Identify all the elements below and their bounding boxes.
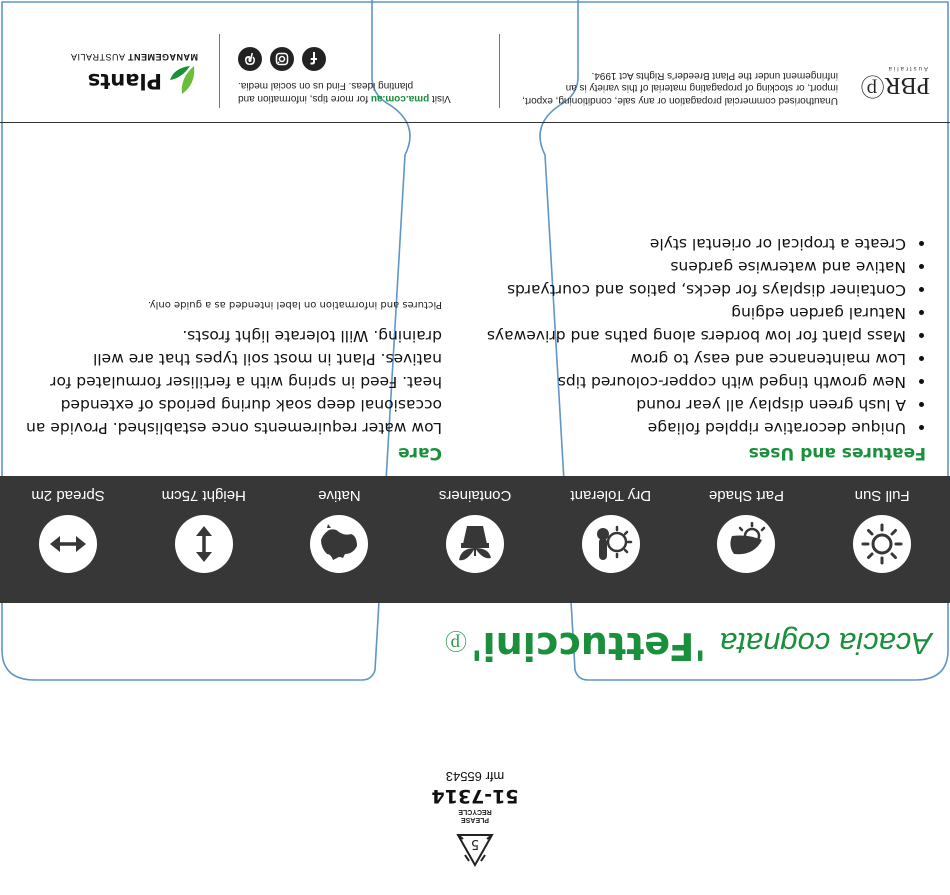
attribute-full-sun bbox=[814, 476, 950, 603]
brand-sub-bold: MANAGEMENT bbox=[127, 52, 198, 62]
part-shade-icon bbox=[724, 522, 768, 566]
containers-icon bbox=[453, 522, 497, 566]
horizontal-arrow-icon bbox=[46, 522, 90, 566]
social-block bbox=[238, 47, 478, 104]
list-item: • Natural garden edging bbox=[486, 301, 908, 324]
list-item: • Mass plant for low borders along paths and driveways bbox=[486, 324, 908, 347]
social-pre: Visit bbox=[431, 93, 451, 104]
brand-sub bbox=[18, 52, 198, 62]
attribute-label: Part Shade bbox=[708, 487, 784, 504]
list-item: • Native and waterwise gardens bbox=[486, 255, 908, 278]
pbr-notice bbox=[520, 65, 930, 106]
plant-title bbox=[445, 598, 932, 668]
attribute-label: Height 75cm bbox=[161, 487, 246, 504]
scientific-name: Acacia cognata bbox=[720, 626, 932, 661]
list-item: • A lush green display all year round bbox=[486, 393, 908, 416]
features-section bbox=[486, 232, 926, 463]
brand-logo bbox=[18, 52, 198, 98]
disclaimer: Pictures and information on label intended as a guide only. bbox=[147, 299, 442, 310]
features-heading: Features and Uses bbox=[748, 443, 926, 463]
footer-divider bbox=[0, 122, 950, 123]
list-item: • Low maintenance and easy to grow bbox=[486, 347, 908, 370]
attribute-part-shade bbox=[679, 476, 815, 603]
australia-map-icon bbox=[317, 522, 361, 566]
list-item: • Unique decorative rippled foliage bbox=[486, 416, 908, 439]
facebook-icon[interactable] bbox=[302, 47, 326, 71]
product-code: 51-7314 bbox=[431, 785, 519, 807]
footer bbox=[0, 0, 950, 122]
recycle-icon bbox=[454, 827, 496, 869]
attribute-label: Native bbox=[318, 487, 361, 504]
cultivar-name: 'Fettuccini' bbox=[471, 624, 707, 668]
dry-tolerant-icon bbox=[589, 522, 633, 566]
website-link[interactable]: pma.com.au bbox=[370, 93, 430, 104]
footer-divider-vertical bbox=[499, 34, 500, 108]
list-item: • Container displays for decks, patios and courtyards bbox=[486, 278, 908, 301]
list-item: • New growth tinged with copper-coloured tips bbox=[486, 370, 908, 393]
recycle-number: 5 bbox=[470, 836, 480, 851]
sun-icon bbox=[860, 522, 904, 566]
care-heading: Care bbox=[398, 443, 442, 463]
social-icons bbox=[238, 47, 478, 71]
brand-name: Plants bbox=[87, 69, 162, 93]
attribute-containers bbox=[407, 476, 543, 603]
recycle-line2: RECYCLE bbox=[458, 808, 492, 815]
legal-text: Unauthorised commercial propagation or any sale, conditioning, export, import, or stocking of propagating material of this variety is an infringement under the Plant Breeder's Rights Act 1994. bbox=[522, 70, 838, 106]
pbr-logo-text: PBRⓟ bbox=[860, 72, 930, 98]
recycle-line1: PLEASE bbox=[461, 816, 490, 823]
brand-sub-rest: AUSTRALIA bbox=[70, 52, 125, 62]
features-list bbox=[486, 232, 926, 439]
care-text: Low water requirements once established. Provide an occasional deep soak during periods of extended heat. Feed in spring with a fertiliser formulated for natives. Plant in most soil types that are well draining. Will tolerate light frosts. bbox=[26, 327, 442, 437]
attribute-native bbox=[272, 476, 408, 603]
recycle-text bbox=[430, 807, 520, 823]
attribute-spread bbox=[0, 476, 136, 603]
attribute-dry-tolerant bbox=[543, 476, 679, 603]
manufacturer-code: mfr 65543 bbox=[445, 769, 505, 784]
attribute-label: Dry Tolerant bbox=[570, 487, 652, 504]
social-post: for more tips, information and planting ideas. Find us on social media. bbox=[238, 80, 414, 104]
attribute-label: Full Sun bbox=[854, 487, 910, 504]
instagram-icon[interactable] bbox=[270, 47, 294, 71]
list-item: • Create a tropical or oriental style bbox=[486, 232, 908, 255]
care-section bbox=[22, 299, 442, 463]
leaf-logo-icon bbox=[168, 64, 198, 98]
hang-tag bbox=[0, 680, 950, 895]
pbr-mark: ⓟ bbox=[445, 628, 468, 653]
attribute-label: Containers bbox=[438, 487, 512, 504]
attribute-height bbox=[136, 476, 272, 603]
vertical-arrow-icon bbox=[182, 522, 226, 566]
pbr-logo-sub: Australia bbox=[886, 65, 928, 71]
footer-divider-vertical bbox=[219, 34, 220, 108]
attribute-label: Spread 2m bbox=[31, 487, 105, 504]
attribute-band bbox=[0, 476, 950, 603]
pinterest-icon[interactable] bbox=[238, 47, 262, 71]
social-text bbox=[238, 79, 478, 104]
